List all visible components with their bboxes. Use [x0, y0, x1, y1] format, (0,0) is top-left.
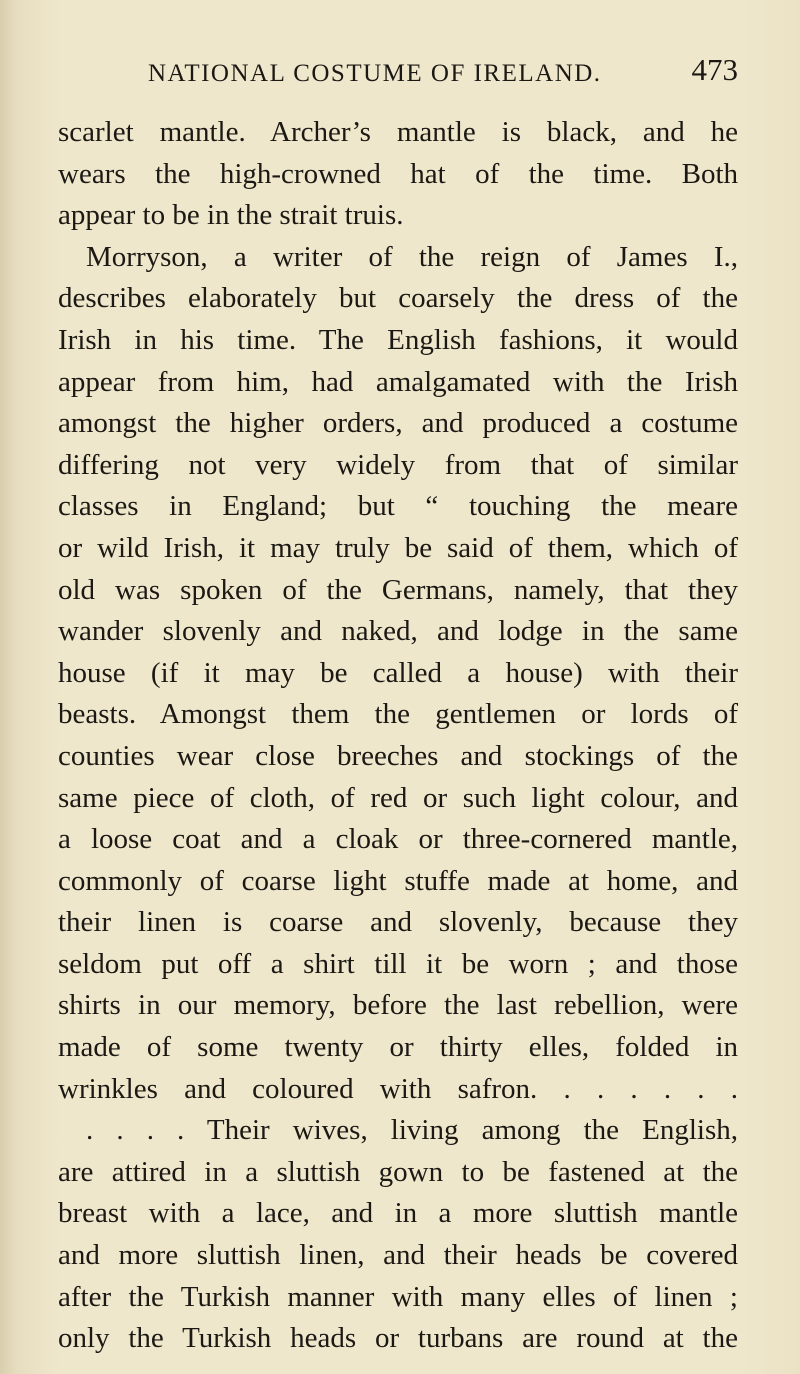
text-line: counties wear close breeches and stockings of the — [58, 739, 738, 772]
text-line: a loose coat and a cloak or three-cornered mantle, — [58, 823, 738, 856]
text-line: shirts in our memory, before the last rebellion, were — [58, 989, 738, 1022]
text-line: beasts. Amongst them the gentlemen or lords of — [58, 698, 738, 731]
text-line: or wild Irish, it may truly be said of them, which of — [58, 531, 738, 564]
text-line: describes elaborately but coarsely the dress of the — [58, 282, 738, 315]
text-line: and more sluttish linen, and their heads be covered — [58, 1239, 738, 1272]
text-line: commonly of coarse light stuffe made at home, and — [58, 864, 738, 897]
text-line: seldom put off a shirt till it be worn ; and those — [58, 947, 738, 980]
text-line: classes in England; but “ touching the meare — [58, 490, 738, 523]
text-line: same piece of cloth, of red or such light colour, and — [58, 781, 738, 814]
text-line: Morryson, a writer of the reign of James I., — [86, 240, 738, 273]
text-line: Irish in his time. The English fashions, it would — [58, 323, 738, 356]
text-line: after the Turkish manner with many elles of linen ; — [58, 1280, 738, 1313]
text-line: wears the high-crowned hat of the time. Both — [58, 157, 738, 190]
page-number: 473 — [691, 52, 738, 87]
body-text — [58, 112, 738, 1360]
text-line: are attired in a sluttish gown to be fastened at the — [58, 1155, 738, 1188]
text-line: scarlet mantle. Archer’s mantle is black, and he — [58, 116, 738, 148]
text-line: differing not very widely from that of similar — [58, 448, 738, 481]
text-line: only the Turkish heads or turbans are round at the — [58, 1322, 738, 1355]
running-title: NATIONAL COSTUME OF IRELAND. — [148, 60, 602, 87]
text-line: breast with a lace, and in a more sluttish mantle — [58, 1197, 738, 1230]
text-line: house (if it may be called a house) with their — [58, 656, 738, 689]
text-line: their linen is coarse and slovenly, because they — [58, 906, 738, 939]
text-line: old was spoken of the Germans, namely, that they — [58, 573, 738, 606]
text-line: . . . . Their wives, living among the English, — [86, 1114, 738, 1147]
text-line: wander slovenly and naked, and lodge in the same — [58, 615, 738, 648]
text-line: amongst the higher orders, and produced a costume — [58, 407, 738, 440]
text-line: appear from him, had amalgamated with the Irish — [58, 365, 738, 398]
page-header — [58, 52, 738, 102]
text-line: wrinkles and coloured with safron. . . . . . . — [58, 1072, 738, 1105]
text-line: made of some twenty or thirty elles, folded in — [58, 1031, 738, 1064]
text-line: appear to be in the strait truis. — [58, 199, 404, 232]
